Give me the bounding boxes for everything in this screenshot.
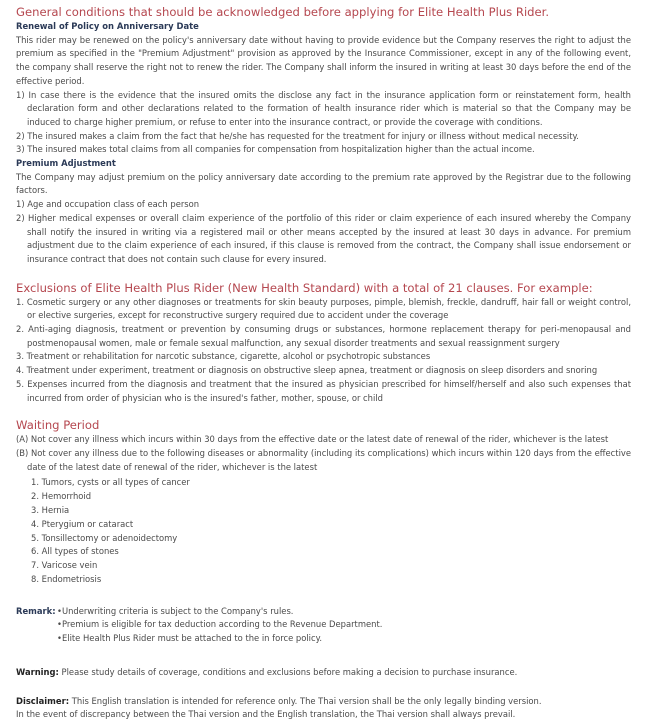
list-item: 1. Cosmetic surgery or any other diagnoses or treatments for skin beauty purposes, pimple, blemish, freckle, dandruff, hair fall or weight control, or elective surgeries, except for reconstructive surgery required due to accident under the coverage <box>16 296 631 321</box>
disclaimer-label: Disclaimer: <box>16 695 70 706</box>
exclusions-title: Exclusions of Elite Health Plus Rider (New Health Standard) with a total of 21 clauses. For example: <box>16 280 593 295</box>
exclusions-list <box>16 296 631 406</box>
list-item: 2. Hemorrhoid <box>31 491 92 502</box>
list-item: 1. Tumors, cysts or all types of cancer <box>31 477 190 488</box>
list-item: 2) Higher medical expenses or overall claim experience of the portfolio of this rider or claim experience of each insured whereby the Company shall notify the insured in writing via a registered mail or other means accepted by the insured at least 30 days in advance. For premium adjustment due to the claim experience of each insured, if this clause is removed from the contract, the Company shall issue endorsement or insurance contract that does not contain such clause for every insured. <box>16 212 631 264</box>
premium-adjustment-body: The Company may adjust premium on the policy anniversary date according to the premium rate approved by the Registrar due to the following factors. <box>16 171 631 196</box>
exclusions-section <box>16 280 631 406</box>
list-item: 8. Endometriosis <box>31 573 102 584</box>
list-item: 4. Pterygium or cataract <box>31 518 134 529</box>
list-item: 3. Hernia <box>31 504 70 515</box>
waiting-period-title: Waiting Period <box>16 418 100 433</box>
waiting-diseases-list <box>16 476 631 586</box>
disclaimer-line-2: In the event of discrepancy between the Thai version and the English translation, the Thai version shall always prevail. <box>16 709 516 720</box>
renewal-heading: Renewal of Policy on Anniversary Date <box>16 21 199 31</box>
premium-adjustment-list <box>16 198 631 267</box>
list-item: (A) Not cover any illness which incurs within 30 days from the effective date or the latest date of renewal of the rider, whichever is the latest <box>16 434 609 445</box>
remark-label: Remark: <box>16 605 56 616</box>
waiting-period-section <box>16 417 631 586</box>
list-item: 6. All types of stones <box>31 546 119 557</box>
list-item: 4. Treatment under experiment, treatment or diagnosis on obstructive sleep apnea, treatment or diagnosis on sleep disorders and snoring <box>16 365 598 376</box>
waiting-period-list <box>16 433 631 474</box>
warning-label: Warning: <box>16 666 59 677</box>
disclaimer-line-1: This English translation is intended for reference only. The Thai version shall be the only legally binding version. <box>69 695 542 706</box>
list-item: 3) The insured makes total claims from all companies for compensation from hospitalization higher than the actual income. <box>16 144 535 155</box>
list-item: 2) The insured makes a claim from the fact that he/she has requested for the treatment for injury or illness without medical necessity. <box>16 130 579 141</box>
general-conditions-title: General conditions that should be acknowledged before applying for Elite Health Plus Rider. <box>16 5 550 19</box>
list-item: 5. Expenses incurred from the diagnosis and treatment that the insured as physician prescribed for himself/herself and also such expenses that incurred from order of physician who is the insured's father, mother, spouse, or child <box>16 378 631 403</box>
list-item: • Underwriting criteria is subject to the Company's rules. <box>57 605 382 619</box>
premium-adjustment-heading: Premium Adjustment <box>16 158 116 169</box>
list-item: 3. Treatment or rehabilitation for narcotic substance, cigarette, alcohol or psychotropic substances <box>16 351 431 362</box>
renewal-list <box>16 89 631 158</box>
list-item: 1) In case there is the evidence that the insured omits the disclose any fact in the insurance application form or reinstatement form, health declaration form and other declarations related to the formation of health insurance rider which is material so that the Company may be induced to charge higher premium, or refuse to enter into the insurance contract, or provide the coverage with conditions. <box>16 89 631 127</box>
list-item: 5. Tonsillectomy or adenoidectomy <box>31 532 178 543</box>
disclaimer-note <box>16 695 631 722</box>
list-item: • Elite Health Plus Rider must be attached to the in force policy. <box>57 632 382 646</box>
list-item: • Premium is eligible for tax deduction according to the Revenue Department. <box>57 618 382 632</box>
warning-text: Please study details of coverage, conditions and exclusions before making a decision to purchase insurance. <box>58 666 518 677</box>
list-item: 7. Varicose vein <box>31 560 98 571</box>
list-item: 2. Anti-aging diagnosis, treatment or prevention by consuming drugs or substances, hormone replacement therapy for peri-menopausal and postmenopausal women, male or female sexual malfunction, any sexual disorder treatments and sexual reassignment surgery <box>16 324 631 348</box>
list-item: (B) Not cover any illness due to the following diseases or abnormality (including its complications) which incurs within 120 days from the effective date of the latest date of renewal of the rider, whichever is the latest <box>16 447 631 472</box>
warning-note <box>16 666 631 680</box>
remark-list <box>57 605 382 646</box>
remark-section <box>16 605 631 646</box>
list-item: 1) Age and occupation class of each person <box>16 199 200 210</box>
general-conditions-section <box>16 4 631 267</box>
renewal-body: This rider may be renewed on the policy's anniversary date without having to provide evidence but the Company reserves the right to adjust the premium as specified in the "Premium Adjustment" provision as approved by the Insurance Commissioner, except in any of the following event, the company shall reserve the right not to renew the rider. The Company shall inform the insured in writing at least 30 days before the end of the effective period. <box>16 34 631 86</box>
